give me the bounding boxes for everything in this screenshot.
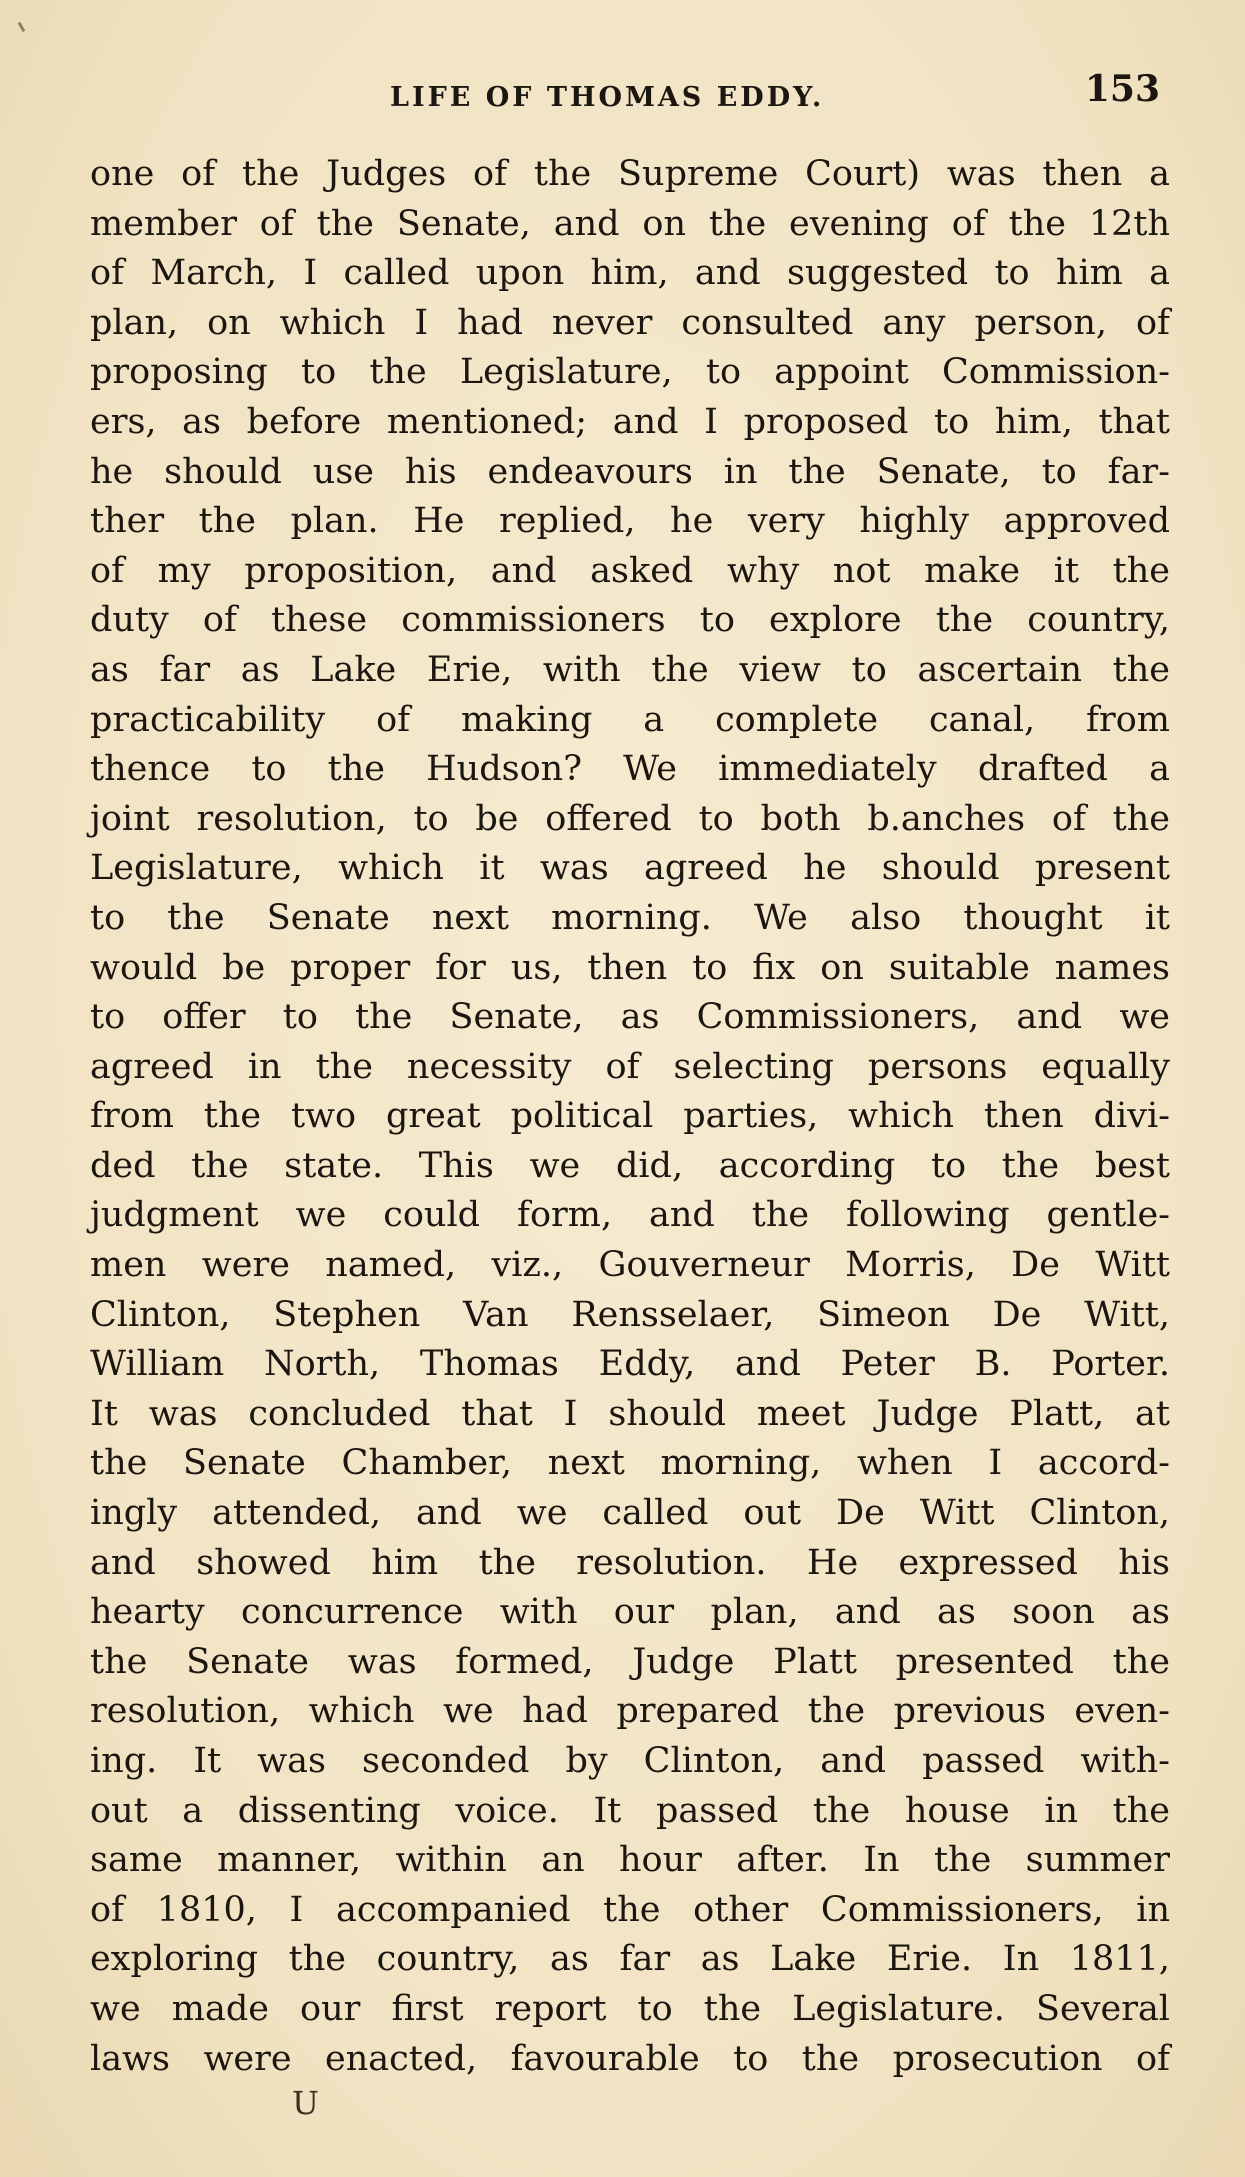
text-line: joint resolution, to be offered to both b.anches of the xyxy=(90,798,1170,839)
text-line: exploring the country, as far as Lake Erie. In 1811, xyxy=(90,1939,1170,1980)
text-line: of 1810, I accompanied the other Commissioners, in xyxy=(90,1889,1170,1930)
text-line: ing. It was seconded by Clinton, and passed with- xyxy=(90,1741,1170,1781)
text-line: as far as Lake Erie, with the view to ascertain the xyxy=(90,649,1170,690)
body-text xyxy=(90,150,1170,2084)
text-line: Clinton, Stephen Van Rensselaer, Simeon De Witt, xyxy=(90,1294,1170,1335)
stray-ink-mark xyxy=(18,22,26,32)
text-line: member of the Senate, and on the evening of the 12th xyxy=(90,203,1170,244)
text-line: proposing to the Legislature, to appoint Commission- xyxy=(90,352,1170,393)
text-line: Legislature, which it was agreed he should present xyxy=(90,848,1170,889)
text-line: men were named, viz., Gouverneur Morris, De Witt xyxy=(90,1245,1170,1286)
text-line: ded the state. This we did, according to the best xyxy=(90,1145,1170,1186)
text-line: laws were enacted, favourable to the prosecution of xyxy=(90,2038,1170,2079)
text-line: ers, as before mentioned; and I proposed to him, that xyxy=(90,401,1170,442)
text-line: of my proposition, and asked why not make it the xyxy=(90,550,1170,591)
text-line: the Senate was formed, Judge Platt presented the xyxy=(90,1641,1170,1682)
text-line: he should use his endeavours in the Senate, to far- xyxy=(90,451,1170,492)
text-line: out a dissenting voice. It passed the house in the xyxy=(90,1790,1170,1831)
text-line: of March, I called upon him, and suggested to him a xyxy=(90,253,1170,294)
text-line: It was concluded that I should meet Judge Platt, at xyxy=(90,1393,1170,1434)
text-line: hearty concurrence with our plan, and as soon as xyxy=(90,1592,1170,1633)
text-line: ingly attended, and we called out De Witt Clinton, xyxy=(90,1493,1170,1534)
text-line: thence to the Hudson? We immediately drafted a xyxy=(90,749,1170,790)
text-line: from the two great political parties, which then divi- xyxy=(90,1096,1170,1137)
text-line: would be proper for us, then to fix on suitable names xyxy=(90,947,1170,988)
text-line: one of the Judges of the Supreme Court) was then a xyxy=(90,154,1170,194)
running-title: LIFE OF THOMAS EDDY. xyxy=(390,82,825,113)
text-line: ther the plan. He replied, he very highly approved xyxy=(90,501,1170,542)
text-line: duty of these commissioners to explore the country, xyxy=(90,600,1170,641)
text-line: agreed in the necessity of selecting persons equally xyxy=(90,1046,1170,1087)
text-line: same manner, within an hour after. In the summer xyxy=(90,1840,1170,1881)
text-line: to offer to the Senate, as Commissioners, and we xyxy=(90,997,1170,1038)
text-line: resolution, which we had prepared the previous even- xyxy=(90,1691,1170,1732)
text-line: we made our first report to the Legislature. Several xyxy=(90,1988,1170,2029)
signature-mark: U xyxy=(292,2084,319,2122)
text-line: and showed him the resolution. He expressed his xyxy=(90,1542,1170,1583)
text-line: William North, Thomas Eddy, and Peter B. Porter. xyxy=(90,1344,1170,1385)
text-line: plan, on which I had never consulted any person, of xyxy=(90,302,1170,343)
text-line: judgment we could form, and the following gentle- xyxy=(90,1195,1170,1236)
text-line: the Senate Chamber, next morning, when I accord- xyxy=(90,1443,1170,1484)
page-number: 153 xyxy=(1084,68,1160,110)
running-head xyxy=(90,68,1160,128)
text-line: to the Senate next morning. We also thought it xyxy=(90,897,1170,938)
text-line: practicability of making a complete canal, from xyxy=(90,699,1170,740)
